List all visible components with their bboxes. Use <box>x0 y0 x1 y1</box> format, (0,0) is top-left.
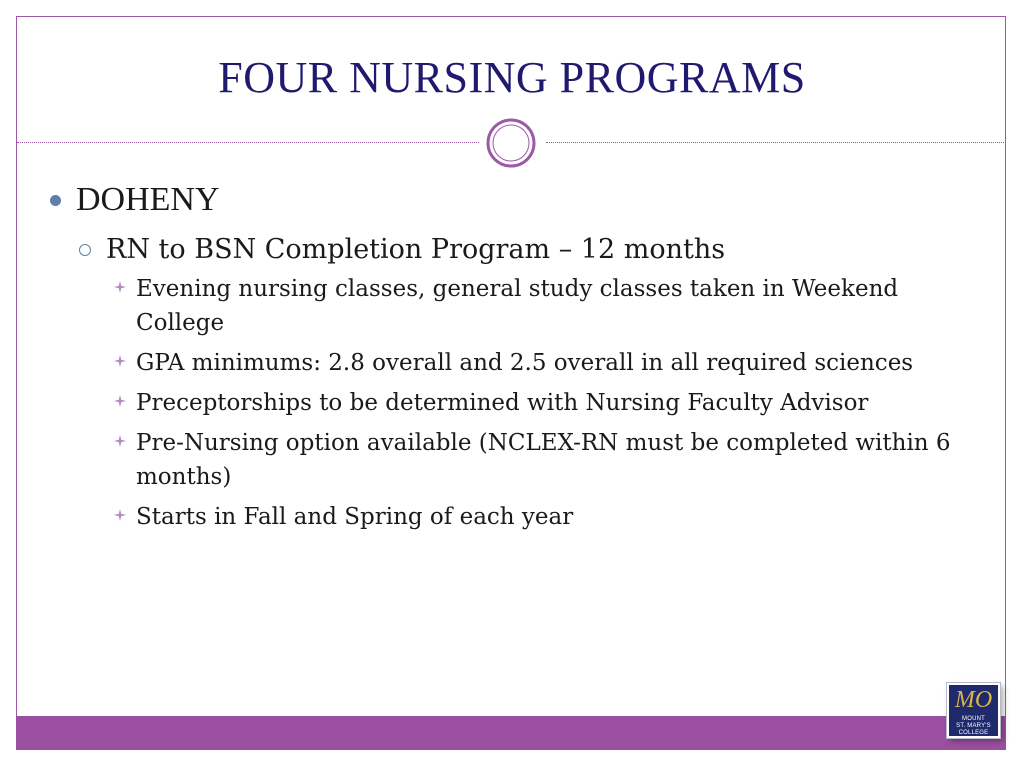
circle-ornament-icon <box>485 117 537 169</box>
hollow-circle-bullet-icon <box>79 244 91 256</box>
logo-monogram: MO <box>954 687 993 713</box>
list-item-text: Starts in Fall and Spring of each year <box>136 504 574 530</box>
logo-text-line2: ST. MARY'S <box>956 723 991 729</box>
logo-text-line3: COLLEGE <box>958 730 989 736</box>
filled-circle-bullet-icon <box>50 195 61 206</box>
list-item <box>136 272 986 340</box>
star-bullet-icon <box>114 281 126 293</box>
list-item <box>136 426 986 494</box>
list-item-text: Pre-Nursing option available (NCLEX-RN must be completed within 6 months) <box>136 430 951 490</box>
bullet-level2-program <box>76 232 994 268</box>
college-logo <box>947 683 1000 738</box>
bullet-level1-label: DOHENY <box>76 181 220 218</box>
bullet-level2-label: RN to BSN Completion Program – 12 months <box>106 234 726 265</box>
title-divider-right <box>546 142 1006 143</box>
title-divider-left <box>17 142 479 143</box>
slide-title: FOUR NURSING PROGRAMS <box>218 53 806 102</box>
program-details-list <box>136 272 986 534</box>
footer-bar <box>16 716 1006 750</box>
list-item <box>136 346 986 380</box>
star-bullet-icon <box>114 355 126 367</box>
bullet-level1-doheny <box>44 178 994 222</box>
list-item-text: Evening nursing classes, general study classes taken in Weekend College <box>136 276 899 336</box>
star-bullet-icon <box>114 395 126 407</box>
list-item <box>136 500 986 534</box>
star-bullet-icon <box>114 435 126 447</box>
star-bullet-icon <box>114 509 126 521</box>
logo-text-line1: MOUNT <box>962 716 985 722</box>
list-item-text: Preceptorships to be determined with Nursing Faculty Advisor <box>136 390 869 416</box>
list-item-text: GPA minimums: 2.8 overall and 2.5 overall in all required sciences <box>136 350 914 376</box>
logo-text <box>949 716 998 737</box>
list-item <box>136 386 986 420</box>
slide-content <box>44 178 994 540</box>
